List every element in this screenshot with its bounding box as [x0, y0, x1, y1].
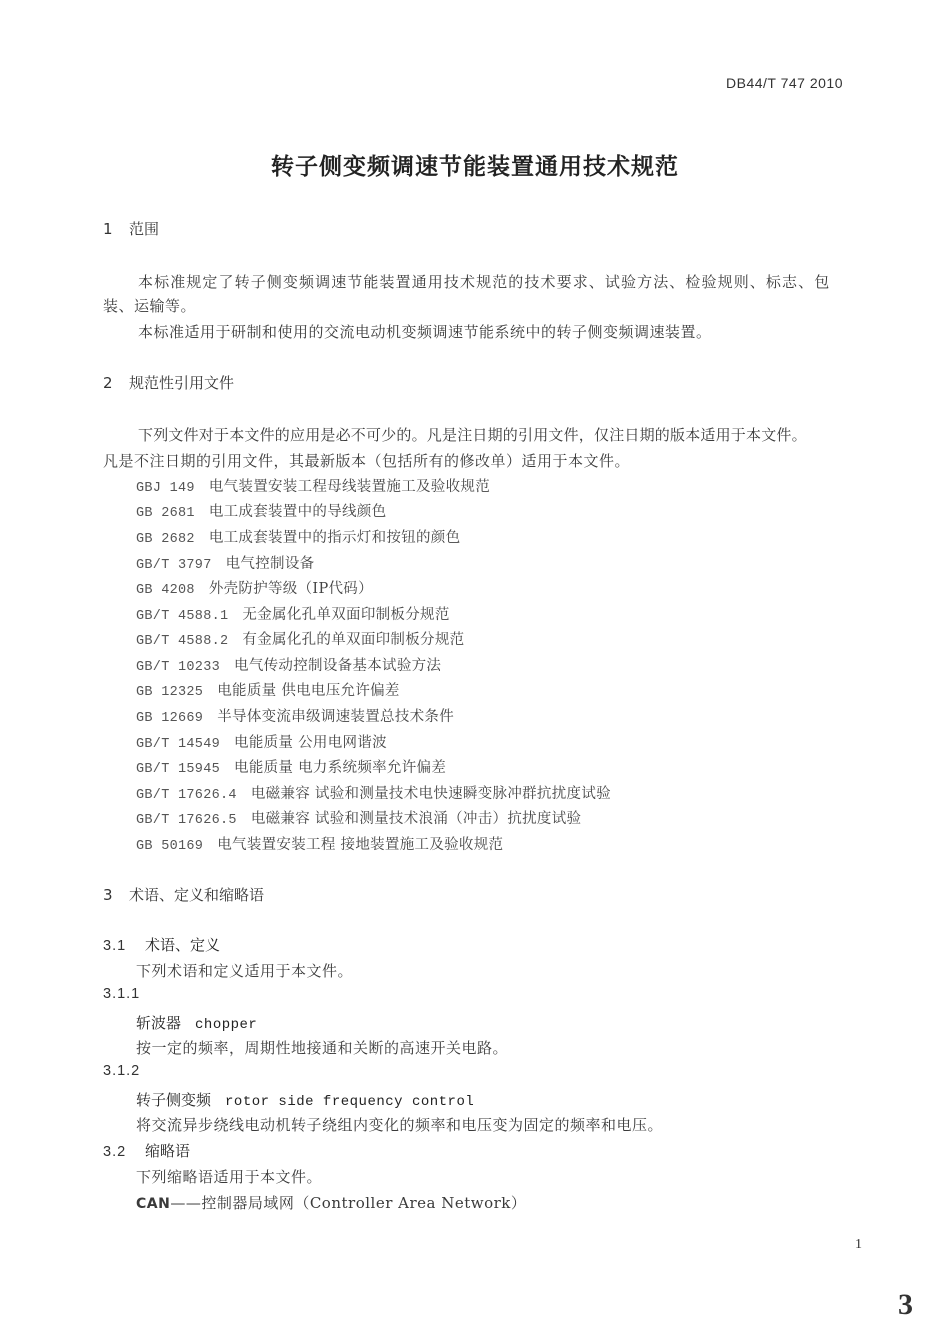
section-title: 范围	[129, 220, 160, 238]
section-title: 术语、定义和缩略语	[129, 886, 265, 904]
term-definition: 按一定的频率，周期性地接通和关断的高速开关电路。	[136, 1039, 509, 1057]
reference-code: GB/T 14549	[136, 737, 221, 752]
reference-item	[136, 628, 464, 649]
paragraph: 下列术语和定义适用于本文件。	[136, 962, 354, 980]
reference-title: 电磁兼容 试验和测量技术浪涌（冲击）抗扰度试验	[250, 811, 582, 827]
reference-code: GB 4208	[136, 583, 195, 598]
page-number: 1	[855, 1237, 862, 1252]
reference-item	[136, 577, 373, 598]
reference-item	[136, 731, 387, 752]
reference-code: GB/T 3797	[136, 558, 212, 573]
reference-title: 电气装置安装工程 接地装置施工及验收规范	[217, 837, 504, 853]
reference-code: GB/T 4588.1	[136, 609, 229, 624]
paragraph: 凡是不注日期的引用文件，其最新版本（包括所有的修改单）适用于本文件。	[103, 452, 631, 470]
reference-title: 电能质量 公用电网谐波	[234, 735, 387, 751]
section-1-heading	[103, 218, 159, 239]
reference-title: 无金属化孔单双面印制板分规范	[242, 607, 450, 623]
subsection-3-1-heading	[103, 934, 220, 955]
paragraph: 装、运输等。	[103, 297, 197, 315]
reference-item	[136, 807, 581, 828]
paragraph: 本标准规定了转子侧变频调速节能装置通用技术规范的技术要求、试验方法、检验规则、标志、包	[138, 273, 831, 291]
abbreviation: CAN	[136, 1196, 171, 1212]
reference-title: 电磁兼容 试验和测量技术电快速瞬变脉冲群抗扰度试验	[250, 786, 611, 802]
reference-code: GB/T 4588.2	[136, 634, 229, 649]
section-number: 3	[103, 886, 113, 904]
reference-code: GB 12325	[136, 685, 204, 700]
clause-number: 3.1.1	[103, 986, 141, 1002]
section-3-heading	[103, 884, 264, 905]
document-title: 转子侧变频调速节能装置通用技术规范	[271, 154, 679, 180]
reference-code: GB/T 10233	[136, 660, 221, 675]
paragraph: 本标准适用于研制和使用的交流电动机变频调速节能系统中的转子侧变频调速装置。	[138, 323, 712, 341]
reference-code: GB/T 15945	[136, 762, 221, 777]
reference-item	[136, 679, 400, 700]
subsection-3-2-heading	[103, 1140, 190, 1161]
abbreviation-definition: ——控制器局域网（Controller Area Network）	[170, 1194, 527, 1212]
reference-item	[136, 552, 314, 573]
term-english: chopper	[195, 1017, 258, 1033]
corner-page-number: 3	[898, 1288, 913, 1321]
reference-item	[136, 526, 460, 547]
term-entry	[136, 1012, 257, 1033]
reference-item	[136, 782, 611, 803]
term-chinese: 转子侧变频	[136, 1091, 212, 1109]
reference-item	[136, 833, 503, 854]
subsection-number: 3.1	[103, 938, 127, 954]
reference-title: 电工成套装置中的指示灯和按钮的颜色	[208, 530, 461, 546]
reference-title: 电能质量 电力系统频率允许偏差	[234, 760, 447, 776]
reference-code: GB 2682	[136, 532, 195, 547]
reference-code: GB/T 17626.5	[136, 813, 237, 828]
term-entry	[136, 1089, 474, 1110]
document-code: DB44/T 747 2010	[726, 75, 843, 91]
section-2-heading	[103, 372, 234, 393]
reference-title: 电工成套装置中的导线颜色	[208, 504, 387, 520]
reference-code: GB 12669	[136, 711, 204, 726]
clause-number: 3.1.2	[103, 1063, 141, 1079]
reference-code: GB 2681	[136, 506, 195, 521]
reference-item	[136, 603, 450, 624]
term-chinese: 斩波器	[136, 1014, 182, 1032]
subsection-number: 3.2	[103, 1144, 127, 1160]
reference-title: 电气装置安装工程母线装置施工及验收规范	[208, 479, 491, 495]
section-number: 1	[103, 220, 113, 238]
reference-code: GB/T 17626.4	[136, 788, 237, 803]
section-number: 2	[103, 374, 113, 392]
reference-title: 电能质量 供电电压允许偏差	[217, 683, 400, 699]
reference-item	[136, 500, 386, 521]
reference-title: 外壳防护等级（IP代码）	[208, 581, 373, 597]
reference-item	[136, 475, 490, 496]
reference-title: 电气控制设备	[225, 556, 315, 572]
reference-item	[136, 756, 446, 777]
reference-code: GB 50169	[136, 839, 204, 854]
reference-title: 有金属化孔的单双面印制板分规范	[242, 632, 465, 648]
abbreviation-entry	[136, 1192, 526, 1213]
term-english: rotor side frequency control	[225, 1094, 475, 1110]
reference-title: 电气传动控制设备基本试验方法	[234, 658, 442, 674]
paragraph: 下列文件对于本文件的应用是必不可少的。凡是注日期的引用文件，仅注日期的版本适用于本文件。	[138, 426, 807, 444]
reference-item	[136, 705, 454, 726]
subsection-title: 术语、定义	[145, 936, 221, 954]
reference-code: GBJ 149	[136, 481, 195, 496]
term-definition: 将交流异步绕线电动机转子绕组内变化的频率和电压变为固定的频率和电压。	[136, 1116, 664, 1134]
reference-item	[136, 654, 441, 675]
subsection-title: 缩略语	[145, 1142, 191, 1160]
section-title: 规范性引用文件	[129, 374, 235, 392]
paragraph: 下列缩略语适用于本文件。	[136, 1168, 323, 1186]
reference-title: 半导体变流串级调速装置总技术条件	[217, 709, 455, 725]
